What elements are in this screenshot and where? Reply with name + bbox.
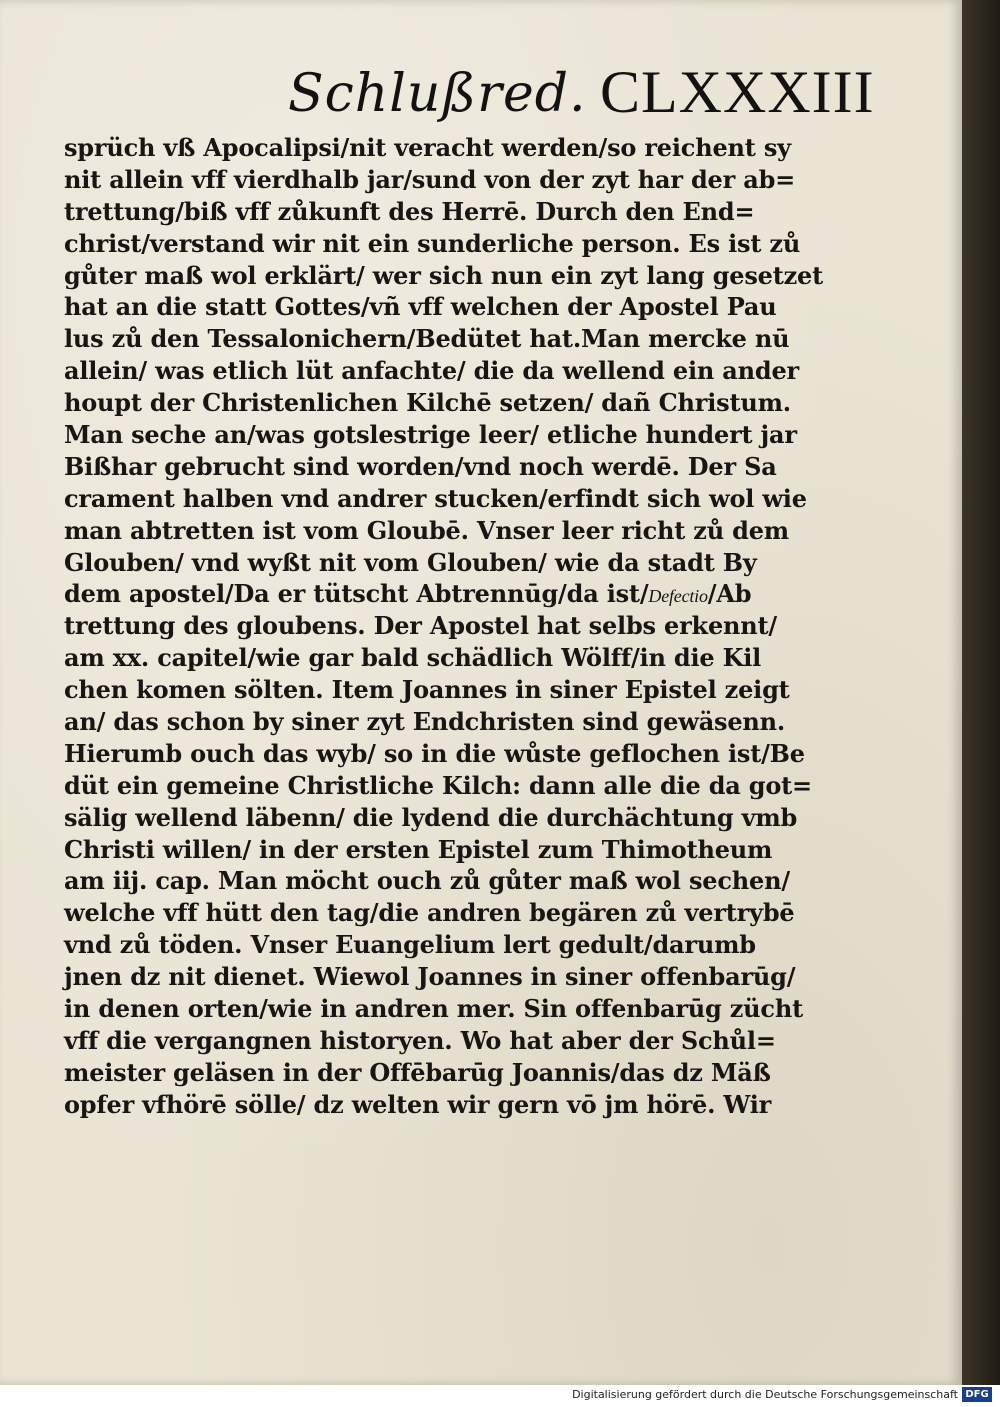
text-line: in denen orten/wie in andren mer. Sin offenbarūg zücht [64,994,803,1024]
text-line: welche vff hütt den tag/die andren begären zů vertrybē [64,898,795,928]
text-line: an/ das schon by siner zyt Endchristen sind gewäsenn. [64,707,786,737]
dfg-logo: DFG [962,1387,992,1402]
text-line: crament halben vnd andrer stucken/erfindt sich wol wie [64,483,807,513]
text-line: vnd zů töden. Vnser Euangelium lert gedult/darumb [64,930,756,960]
text-block [64,132,823,1121]
text-line-end: /Ab [707,579,752,609]
text-line-start: dem apostel/Da er tütscht Abtrennūg/da ist/ [64,579,649,609]
text-line: gůter maß wol erklärt/ wer sich nun ein zyt lang gesetzet [64,260,823,290]
footer-bar [0,1385,1000,1407]
text-line: am xx. capitel/wie gar bald schädlich Wölff/in die Kil [64,643,762,673]
text-line: Hierumb ouch das wyb/ so in die wůste geflochen ist/Be [64,738,805,768]
text-line: am iij. cap. Man möcht ouch zů gůter maß wol sechen/ [64,866,790,896]
text-line: houpt der Christenlichen Kilchē setzen/ dañ Christum. [64,388,791,418]
text-line: allein/ was etlich lüt anfachte/ die da wellend ein ander [64,356,799,386]
text-line: nit allein vff vierdhalb jar/sund von der zyt har der ab= [64,164,796,194]
text-line: trettung des gloubens. Der Apostel hat selbs erkennt/ [64,611,777,641]
page-edge-shadow [962,0,1000,1385]
text-line: trettung/biß vff zůkunft des Herrē. Durch den End= [64,196,755,226]
text-line: lus zů den Tessalonichern/Bedütet hat.Man mercke nū [64,324,790,354]
text-line: opfer vfhörē sölle/ dz welten wir gern vō jm hörē. Wir [64,1089,772,1119]
text-line: sprüch vß Apocalipsi/nit veracht werden/so reichent sy [64,133,791,162]
text-line: Bißhar gebrucht sind worden/vnd noch werdē. Der Sa [64,451,777,481]
text-line-with-inline-word [64,578,754,610]
text-line: vff die vergangnen historyen. Wo hat aber der Schůl= [64,1025,776,1055]
text-line: hat an die statt Gottes/vñ vff welchen der Apostel Pau [64,292,777,322]
text-line: meister geläsen in der Offēbarūg Joannis/das dz Mäß [64,1057,771,1087]
text-line: Christi willen/ in der ersten Epistel zum Thimotheum [64,834,773,864]
inline-latin-word: Defectio [648,586,708,607]
text-line: Man seche an/was gotslestrige leer/ etliche hundert jar [64,420,797,450]
running-title: Schlußred. [288,64,587,124]
text-line: düt ein gemeine Christliche Kilch: dann alle die da got= [64,770,812,800]
text-line: man abtretten ist vom Gloubē. Vnser leer richt zů dem [64,515,789,545]
text-line: chen komen sölten. Item Joannes in siner Epistel zeigt [64,675,790,705]
funding-credit: Digitalisierung gefördert durch die Deutsche Forschungsgemeinschaft [572,1388,958,1401]
folio-number: CLXXXIII [600,59,875,125]
text-line: Glouben/ vnd wyßt nit vom Glouben/ wie da stadt By [64,547,757,577]
text-line: jnen dz nit dienet. Wiewol Joannes in siner offenbarūg/ [64,962,796,992]
text-line: christ/verstand wir nit ein sunderliche person. Es ist zů [64,228,801,258]
text-line: sälig wellend läbenn/ die lydend die durchächtung vmb [64,802,798,832]
